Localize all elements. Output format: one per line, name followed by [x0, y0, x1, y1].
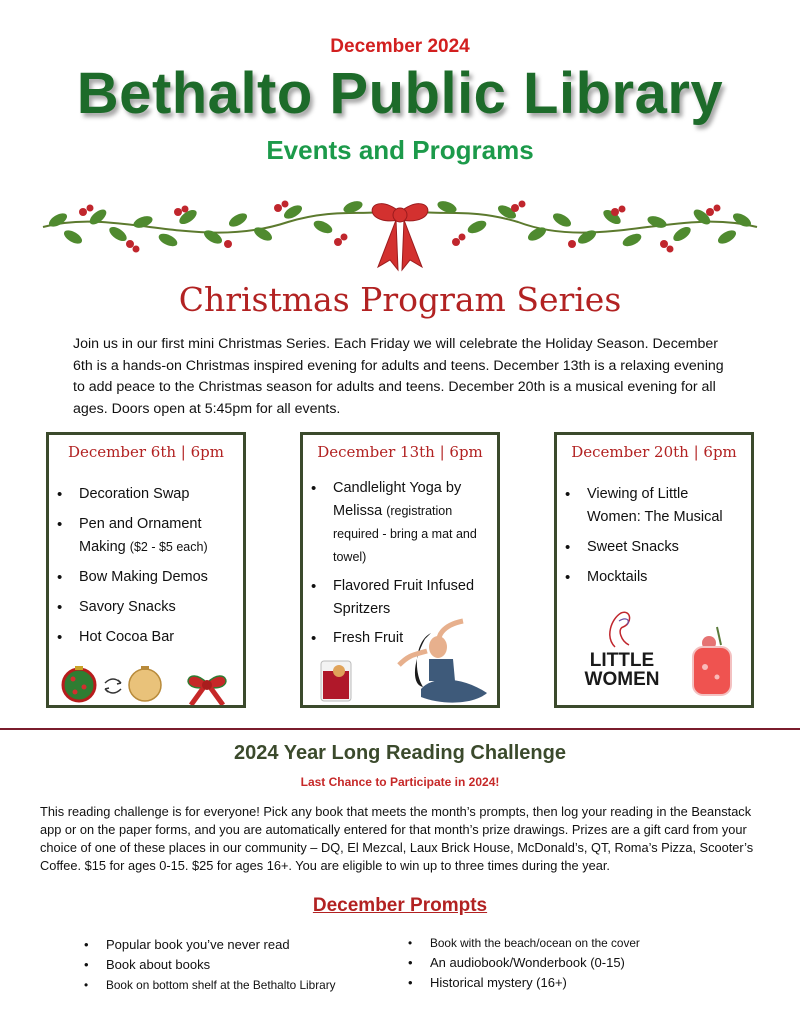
item-label: Candlelight Yoga by Melissa — [333, 480, 462, 519]
yoga-spritzer-image — [313, 615, 497, 707]
logo-line-1: LITTLE — [589, 650, 655, 671]
item-label: Bow Making Demos — [79, 569, 208, 585]
event-card-dec-6 — [46, 432, 246, 708]
card-heading: December 6th | 6pm — [67, 443, 224, 461]
reading-challenge-title: 2024 Year Long Reading Challenge — [234, 742, 566, 764]
item-label: Mocktails — [587, 569, 648, 585]
december-prompts-title: December Prompts — [312, 895, 488, 916]
item-label: Sweet Snacks — [587, 539, 679, 555]
item-label: Decoration Swap — [79, 486, 190, 502]
holly-garland-bow-image — [38, 182, 762, 272]
list-item: • Historical mystery (16+) — [430, 973, 640, 993]
logo-line-2: WOMEN — [584, 669, 660, 690]
item-label: Hot Cocoa Bar — [79, 629, 175, 645]
item-label: Viewing of Little Women: The Musical — [587, 486, 723, 525]
christmas-series-title: Christmas Program Series — [178, 280, 622, 319]
mocktail-image — [687, 623, 737, 703]
list-item — [79, 596, 233, 619]
card-heading: December 13th | 6pm — [317, 443, 483, 461]
event-card-dec-20 — [554, 432, 754, 708]
ornaments-bow-image — [57, 661, 237, 705]
reading-challenge-subtitle: Last Chance to Participate in 2024! — [300, 775, 500, 789]
prompts-list-right — [430, 933, 640, 993]
item-label: Flavored Fruit Infused Spritzers — [333, 578, 475, 617]
event-list — [557, 483, 751, 596]
little-women-logo-figure-icon — [605, 607, 635, 651]
list-item — [587, 566, 741, 589]
list-item: • Book with the beach/ocean on the cover — [430, 933, 640, 953]
list-item: • An audiobook/Wonderbook (0-15) — [430, 953, 640, 973]
little-women-logo — [581, 651, 663, 689]
event-list — [49, 483, 243, 656]
list-item: • Book on bottom shelf at the Bethalto Library — [106, 975, 336, 995]
event-card-dec-13 — [300, 432, 500, 708]
section-divider — [0, 728, 800, 730]
card-heading: December 20th | 6pm — [571, 443, 737, 461]
month-label: December 2024 — [330, 36, 470, 57]
list-item — [79, 513, 233, 559]
list-item — [587, 483, 741, 529]
list-item — [79, 483, 233, 506]
item-label: Savory Snacks — [79, 599, 176, 615]
item-note: (registration required - bring a mat and towel) — [333, 504, 477, 564]
item-label: Pen and Ornament Making — [79, 516, 202, 555]
library-title: Bethalto Public Library — [76, 61, 724, 126]
reading-challenge-text: This reading challenge is for everyone! Pick any book that meets the month’s prompts, then log your reading in the Beanstack app or on the paper forms, and you are automatically entered for that month’s prize drawings. Prizes are a gift card from your choice of one of these places in our community – DQ, El Mezcal, Laux Brick House, McDonald’s, QT, Roma’s Pizza, Scooter’s Coffee. $15 for ages 0-15. $25 for ages 16+. You are eligible to win up to three times during the year. — [40, 804, 754, 873]
item-note: ($2 - $5 each) — [129, 540, 208, 554]
series-intro-text: Join us in our first mini Christmas Series. Each Friday we will celebrate the Holiday Season. December 6th is a hands-on Christmas inspired evening for adults and teens. December 13th is a relaxing evening to add peace to the Christmas season for adults and teens. December 20th is a musical evening for all ages. Doors open at 5:45pm for all events. — [73, 336, 724, 417]
list-item — [333, 477, 487, 569]
list-item — [79, 566, 233, 589]
list-item: • Popular book you’ve never read — [106, 935, 336, 955]
item-label: Fresh Fruit — [333, 630, 404, 646]
list-item — [587, 536, 741, 559]
list-item — [79, 626, 233, 649]
list-item: • Book about books — [106, 955, 336, 975]
events-subtitle: Events and Programs — [266, 135, 534, 165]
prompts-list-left — [106, 935, 336, 995]
